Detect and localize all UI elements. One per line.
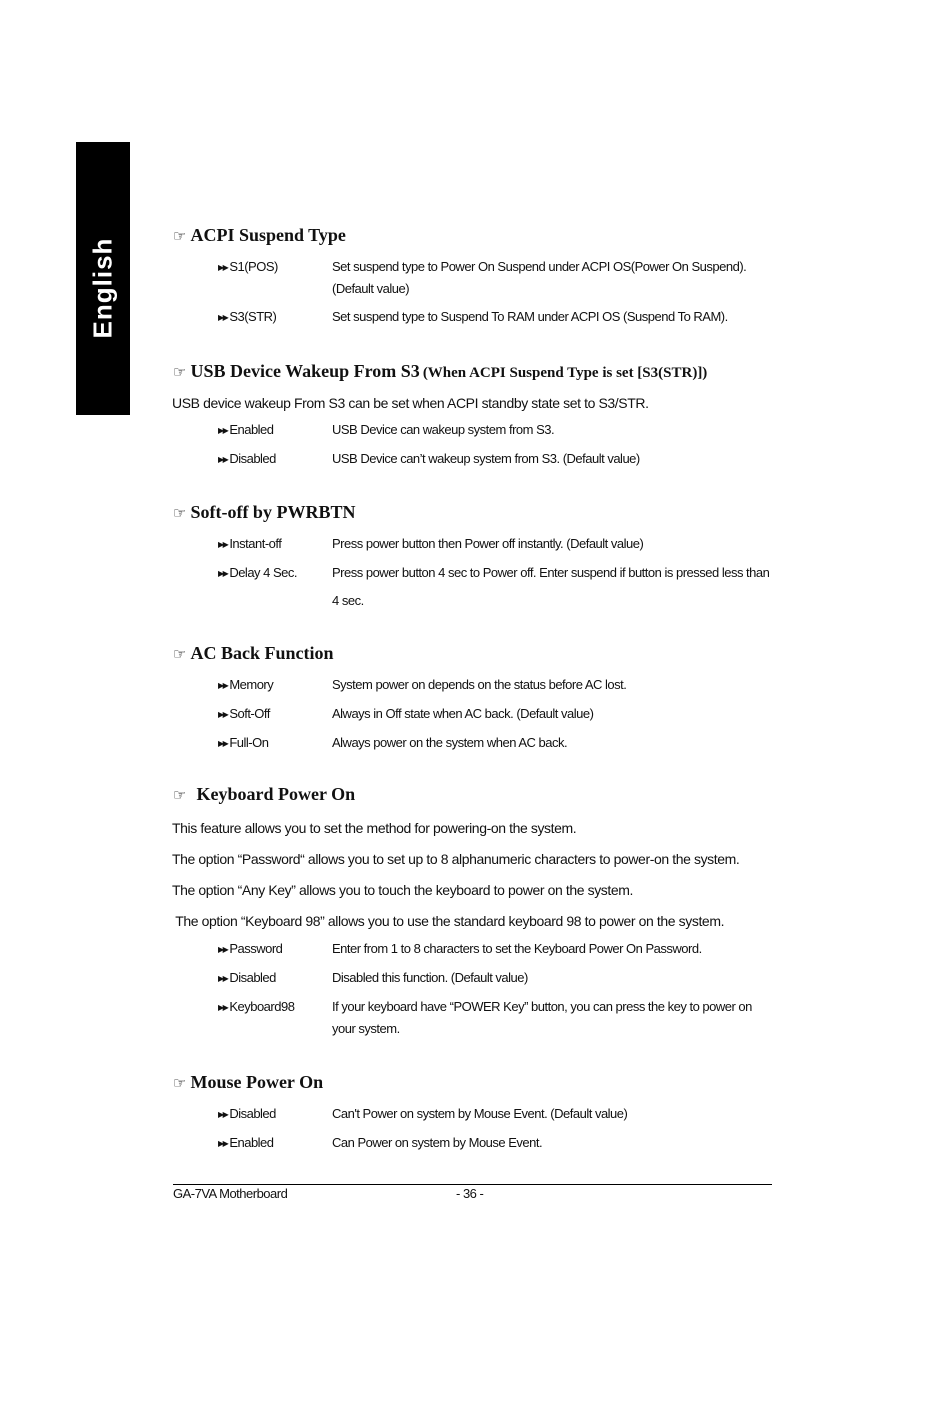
option-name: Enabled (229, 422, 274, 437)
section-paragraph: USB device wakeup From S3 can be set when ACPI standby state set to S3/STR. (172, 395, 649, 411)
pointing-hand-icon: ☞ (173, 363, 187, 381)
option-name: Password (229, 941, 283, 956)
section-paragraph: The option “Password“ allows you to set up to 8 alphanumeric characters to power-on the system. (172, 851, 740, 867)
option-row (173, 256, 773, 300)
double-arrow-icon: ▶▶ (218, 710, 228, 719)
section-ac-back-function (173, 643, 773, 755)
option-description: Can Power on system by Mouse Event. (332, 1135, 543, 1150)
option-description: USB Device can’t wakeup system from S3. (Default value) (332, 451, 640, 466)
option-row (173, 996, 773, 1040)
option-description: Press power button 4 sec to Power off. Enter suspend if button is pressed less than 4 sec. (332, 565, 770, 608)
section-heading (173, 1072, 773, 1093)
double-arrow-icon: ▶▶ (218, 540, 228, 549)
option-description: USB Device can wakeup system from S3. (332, 422, 555, 437)
double-arrow-icon: ▶▶ (218, 945, 228, 954)
footer-page-number: - 36 - (456, 1186, 484, 1201)
double-arrow-icon: ▶▶ (218, 739, 228, 748)
option-name: Disabled (229, 1106, 276, 1121)
option-row (173, 533, 773, 556)
option-name: Soft-Off (229, 706, 270, 721)
option-description: Always power on the system when AC back. (332, 735, 568, 750)
double-arrow-icon: ▶▶ (218, 1003, 228, 1012)
double-arrow-icon: ▶▶ (218, 313, 228, 322)
double-arrow-icon: ▶▶ (218, 974, 228, 983)
double-arrow-icon: ▶▶ (218, 263, 228, 272)
section-subtitle: (When ACPI Suspend Type is set [S3(STR)]) (422, 365, 708, 381)
option-description: Set suspend type to Suspend To RAM under ACPI OS (Suspend To RAM). (332, 309, 728, 324)
section-usb-wakeup (173, 361, 773, 471)
option-description: Enter from 1 to 8 characters to set the Keyboard Power On Password. (332, 941, 702, 956)
section-title: Keyboard Power On (196, 784, 356, 804)
section-heading (173, 502, 773, 523)
option-description: Press power button then Power off instantly. (Default value) (332, 536, 644, 551)
option-name: Disabled (229, 970, 276, 985)
option-name: Delay 4 Sec. (229, 565, 298, 580)
option-description: If your keyboard have “POWER Key” button, you can press the key to power on your system. (332, 999, 752, 1036)
option-row (173, 938, 773, 961)
section-paragraph: The option “Keyboard 98” allows you to use the standard keyboard 98 to power on the system. (172, 913, 725, 929)
pointing-hand-icon: ☞ (173, 227, 187, 245)
section-mouse-power-on (173, 1072, 773, 1155)
section-acpi-suspend-type (173, 225, 773, 329)
pointing-hand-icon: ☞ (173, 645, 187, 663)
option-description: Always in Off state when AC back. (Default value) (332, 706, 594, 721)
option-description: Disabled this function. (Default value) (332, 970, 528, 985)
double-arrow-icon: ▶▶ (218, 681, 228, 690)
pointing-hand-icon: ☞ (173, 1074, 187, 1092)
option-row (173, 448, 773, 471)
section-heading (173, 225, 773, 246)
option-name: S1(POS) (229, 259, 278, 274)
option-name: Full-On (229, 735, 269, 750)
option-row (173, 967, 773, 990)
double-arrow-icon: ▶▶ (218, 426, 228, 435)
section-heading (173, 784, 773, 805)
section-heading (173, 643, 773, 664)
option-row (173, 674, 773, 697)
option-row (173, 732, 773, 755)
option-description: Set suspend type to Power On Suspend under ACPI OS(Power On Suspend). (Default value) (332, 259, 747, 296)
section-title: AC Back Function (190, 643, 334, 663)
option-row (173, 562, 773, 615)
footer-product-name: GA-7VA Motherboard (173, 1186, 288, 1201)
section-paragraph: The option “Any Key” allows you to touch the keyboard to power on the system. (172, 882, 634, 898)
double-arrow-icon: ▶▶ (218, 1110, 228, 1119)
option-row (173, 306, 773, 329)
option-row (173, 1132, 773, 1155)
section-title: ACPI Suspend Type (190, 225, 346, 245)
pointing-hand-icon: ☞ (173, 786, 187, 804)
option-row (173, 703, 773, 726)
section-title: Soft-off by PWRBTN (190, 502, 356, 522)
pointing-hand-icon: ☞ (173, 504, 187, 522)
option-row (173, 419, 773, 442)
option-description: Can't Power on system by Mouse Event. (Default value) (332, 1106, 628, 1121)
section-keyboard-power-on (173, 784, 773, 1040)
option-row (173, 1103, 773, 1126)
section-soft-off-pwrbtn (173, 502, 773, 615)
option-name: Enabled (229, 1135, 274, 1150)
section-heading (173, 361, 773, 383)
section-title: USB Device Wakeup From S3 (190, 361, 420, 381)
double-arrow-icon: ▶▶ (218, 1139, 228, 1148)
option-name: Keyboard98 (229, 999, 295, 1014)
option-name: Memory (229, 677, 274, 692)
option-description: System power on depends on the status before AC lost. (332, 677, 627, 692)
double-arrow-icon: ▶▶ (218, 455, 228, 464)
footer-divider (173, 1184, 772, 1185)
double-arrow-icon: ▶▶ (218, 569, 228, 578)
option-name: S3(STR) (229, 309, 277, 324)
section-paragraph: This feature allows you to set the method for powering-on the system. (172, 820, 577, 836)
section-title: Mouse Power On (190, 1072, 324, 1092)
language-tab-label: English (87, 237, 118, 339)
option-name: Instant-off (229, 536, 282, 551)
option-name: Disabled (229, 451, 276, 466)
language-side-tab (76, 142, 130, 415)
